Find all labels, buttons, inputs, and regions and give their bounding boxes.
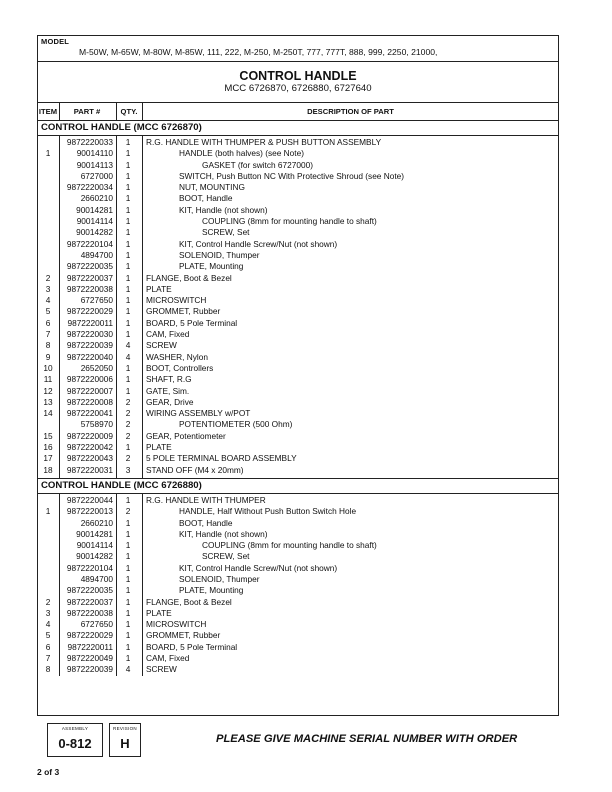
description: COUPLING (8mm for mounting handle to shaft)	[202, 540, 377, 551]
part-number: 9872220029	[66, 630, 113, 641]
description: PLATE, Mounting	[179, 585, 244, 596]
part-number: 90014282	[76, 227, 113, 238]
quantity: 1	[125, 170, 131, 181]
header-column-divider	[116, 103, 117, 120]
description: 5 POLE TERMINAL BOARD ASSEMBLY	[146, 453, 297, 464]
quantity: 1	[125, 540, 131, 551]
item-number: 4	[45, 295, 51, 306]
item-number: 9	[45, 351, 51, 362]
quantity: 1	[125, 551, 131, 562]
part-number: 9872220033	[66, 137, 113, 147]
part-number: 9872220049	[66, 653, 113, 664]
part-number: 4894700	[80, 249, 113, 260]
description: KIT, Control Handle Screw/Nut (not shown)	[179, 562, 338, 573]
part-number: 9872220039	[66, 340, 113, 351]
quantity: 1	[125, 607, 131, 618]
quantity: 1	[125, 238, 131, 249]
description: KIT, Handle (not shown)	[179, 528, 268, 539]
description: SWITCH, Push Button NC With Protective Shroud (see Note)	[179, 170, 405, 181]
quantity: 1	[125, 227, 131, 238]
item-number: 16	[43, 442, 53, 453]
description: HANDLE, Half Without Push Button Switch Hole	[179, 506, 357, 517]
page-number: 2 of 3	[37, 767, 60, 777]
description: FLANGE, Boot & Bezel	[146, 272, 232, 283]
part-number: 9872220037	[66, 596, 113, 607]
item-number: 7	[45, 329, 51, 340]
assembly-label: ASSEMBLY	[61, 726, 89, 731]
description: R.G. HANDLE WITH THUMPER & PUSH BUTTON ASSEMBLY	[146, 137, 382, 147]
serial-number-note: PLEASE GIVE MACHINE SERIAL NUMBER WITH ORDER	[216, 733, 518, 745]
part-number: 9872220039	[66, 664, 113, 675]
header-item: ITEM	[38, 107, 58, 116]
item-number: 13	[43, 396, 53, 407]
column-divider	[116, 494, 117, 676]
description: MICROSWITCH	[146, 295, 207, 306]
item-number: 6	[45, 317, 51, 328]
description: WASHER, Nylon	[146, 351, 208, 362]
assembly-box	[47, 723, 103, 757]
description: KIT, Control Handle Screw/Nut (not shown)	[179, 238, 338, 249]
description: SCREW, Set	[202, 227, 250, 238]
description: PLATE	[146, 283, 172, 294]
description: CAM, Fixed	[146, 329, 190, 340]
description: GEAR, Potentiometer	[146, 430, 226, 441]
item-number: 8	[45, 340, 51, 351]
column-divider	[59, 494, 60, 676]
item-number: 15	[43, 430, 53, 441]
part-number: 9872220035	[66, 261, 113, 272]
description: GASKET (for switch 6727000)	[202, 159, 313, 170]
part-number: 9872220006	[66, 374, 113, 385]
table-body	[38, 121, 558, 676]
part-number: 9872220035	[66, 585, 113, 596]
quantity: 4	[125, 664, 131, 675]
part-number: 9872220042	[66, 442, 113, 453]
table-header	[38, 103, 558, 121]
quantity: 1	[125, 619, 131, 630]
part-number: 9872220030	[66, 329, 113, 340]
part-number: 90014281	[76, 528, 113, 539]
quantity: 1	[125, 573, 131, 584]
part-number: 90014114	[76, 216, 113, 227]
title-block	[38, 62, 558, 103]
description: SCREW	[146, 664, 177, 675]
quantity: 1	[125, 306, 131, 317]
item-number: 2	[45, 272, 51, 283]
quantity: 1	[125, 193, 131, 204]
item-number: 10	[43, 362, 53, 373]
item-number: 6	[45, 641, 51, 652]
part-number: 90014281	[76, 204, 113, 215]
part-number: 9872220008	[66, 396, 113, 407]
quantity: 1	[125, 517, 131, 528]
part-number: 9872220009	[66, 430, 113, 441]
description: GROMMET, Rubber	[146, 630, 221, 641]
item-number: 2	[45, 596, 51, 607]
item-number: 5	[45, 306, 51, 317]
description: SOLENOID, Thumper	[179, 249, 260, 260]
description: GATE, Sim.	[146, 385, 190, 396]
description: BOOT, Handle	[179, 517, 233, 528]
header-column-divider	[142, 103, 143, 120]
quantity: 2	[125, 408, 131, 419]
part-number: 9872220011	[67, 317, 113, 328]
description: STAND OFF (M4 x 20mm)	[146, 464, 244, 475]
model-label: MODEL	[41, 37, 70, 46]
column-divider	[116, 136, 117, 478]
quantity: 1	[125, 494, 131, 505]
description: HANDLE (both halves) (see Note)	[179, 148, 304, 159]
part-number: 5758970	[80, 419, 113, 430]
item-number: 12	[43, 385, 53, 396]
quantity: 1	[125, 528, 131, 539]
assembly-number: 0-812	[58, 736, 92, 751]
description: KIT, Handle (not shown)	[179, 204, 268, 215]
description: PLATE, Mounting	[179, 261, 244, 272]
description: SCREW	[146, 340, 177, 351]
description: BOARD, 5 Pole Terminal	[146, 641, 238, 652]
parts-table	[38, 102, 558, 676]
header-qty: QTY.	[120, 107, 138, 116]
part-number: 9872220104	[66, 238, 113, 249]
part-number: 90014113	[76, 159, 113, 170]
quantity: 1	[125, 362, 131, 373]
description: SCREW, Set	[202, 551, 250, 562]
part-number: 6727650	[80, 295, 113, 306]
quantity: 1	[125, 182, 131, 193]
description: SHAFT, R.G	[146, 374, 192, 385]
quantity: 1	[125, 442, 131, 453]
description: NUT, MOUNTING	[179, 182, 245, 193]
revision-box	[109, 723, 141, 757]
part-number: 9872220044	[66, 494, 113, 505]
item-number: 11	[43, 374, 53, 385]
quantity: 1	[125, 596, 131, 607]
quantity: 1	[125, 653, 131, 664]
item-number: 4	[45, 619, 51, 630]
part-number: 90014114	[76, 540, 113, 551]
part-number: 9872220038	[66, 283, 113, 294]
header-column-divider	[59, 103, 60, 120]
part-number: 4894700	[80, 573, 113, 584]
description: WIRING ASSEMBLY w/POT	[146, 408, 251, 419]
part-number: 6727650	[80, 619, 113, 630]
quantity: 1	[125, 148, 131, 159]
revision-value: H	[120, 736, 130, 751]
part-number: 9872220031	[66, 464, 113, 475]
quantity: 1	[125, 249, 131, 260]
description: R.G. HANDLE WITH THUMPER	[146, 494, 266, 505]
quantity: 2	[125, 430, 131, 441]
item-number: 7	[45, 653, 51, 664]
quantity: 1	[125, 641, 131, 652]
description: PLATE	[146, 607, 172, 618]
part-number: 9872220029	[66, 306, 113, 317]
part-number: 9872220040	[66, 351, 113, 362]
quantity: 1	[125, 204, 131, 215]
page-subtitle: MCC 6726870, 6726880, 6727640	[224, 83, 372, 94]
quantity: 1	[125, 385, 131, 396]
section-rows	[38, 136, 558, 479]
quantity: 2	[125, 453, 131, 464]
quantity: 2	[125, 419, 131, 430]
quantity: 3	[125, 464, 131, 475]
quantity: 1	[125, 283, 131, 294]
quantity: 1	[125, 374, 131, 385]
part-number: 6727000	[80, 170, 113, 181]
quantity: 2	[125, 396, 131, 407]
description: SOLENOID, Thumper	[179, 573, 260, 584]
column-divider	[142, 494, 143, 676]
description: BOOT, Handle	[179, 193, 233, 204]
revision-label: REVISION	[113, 726, 137, 731]
header-description: DESCRIPTION OF PART	[307, 107, 394, 116]
section-rows	[38, 494, 558, 676]
description: BOARD, 5 Pole Terminal	[146, 317, 238, 328]
description: MICROSWITCH	[146, 619, 207, 630]
description: FLANGE, Boot & Bezel	[146, 596, 232, 607]
page-title: CONTROL HANDLE	[239, 69, 357, 83]
part-number: 9872220043	[66, 453, 113, 464]
part-number: 9872220038	[66, 607, 113, 618]
quantity: 1	[125, 137, 131, 147]
header-part: PART #	[73, 107, 101, 116]
description: GROMMET, Rubber	[146, 306, 221, 317]
section-title: CONTROL HANDLE (MCC 6726880)	[38, 479, 558, 494]
part-number: 90014282	[76, 551, 113, 562]
item-number: 3	[45, 607, 51, 618]
quantity: 1	[125, 630, 131, 641]
item-number: 1	[45, 506, 51, 517]
quantity: 1	[125, 272, 131, 283]
quantity: 1	[125, 329, 131, 340]
quantity: 1	[125, 295, 131, 306]
part-number: 2660210	[80, 193, 113, 204]
description: COUPLING (8mm for mounting handle to shaft)	[202, 216, 377, 227]
description: POTENTIOMETER (500 Ohm)	[179, 419, 293, 430]
part-number: 9872220011	[67, 641, 113, 652]
part-number: 9872220037	[66, 272, 113, 283]
quantity: 1	[125, 261, 131, 272]
item-number: 18	[43, 464, 53, 475]
description: GEAR, Drive	[146, 396, 194, 407]
part-number: 90014110	[76, 148, 113, 159]
description: PLATE	[146, 442, 172, 453]
quantity: 2	[125, 506, 131, 517]
parts-list-frame	[37, 35, 559, 716]
section-title: CONTROL HANDLE (MCC 6726870)	[38, 121, 558, 136]
description: CAM, Fixed	[146, 653, 190, 664]
quantity: 4	[125, 340, 131, 351]
item-number: 17	[43, 453, 53, 464]
quantity: 1	[125, 159, 131, 170]
item-number: 5	[45, 630, 51, 641]
description: BOOT, Controllers	[146, 362, 214, 373]
part-number: 9872220104	[66, 562, 113, 573]
model-list: M-50W, M-65W, M-80W, M-85W, 111, 222, M-250, M-250T, 777, 777T, 888, 999, 2250, 21000,	[79, 47, 438, 57]
quantity: 1	[125, 216, 131, 227]
quantity: 1	[125, 317, 131, 328]
quantity: 1	[125, 562, 131, 573]
quantity: 4	[125, 351, 131, 362]
part-number: 2652050	[80, 362, 113, 373]
item-number: 3	[45, 283, 51, 294]
part-number: 9872220013	[66, 506, 113, 517]
part-number: 2660210	[80, 517, 113, 528]
quantity: 1	[125, 585, 131, 596]
model-block	[38, 36, 558, 62]
part-number: 9872220034	[66, 182, 113, 193]
column-divider	[142, 136, 143, 478]
item-number: 8	[45, 664, 51, 675]
part-number: 9872220007	[66, 385, 113, 396]
part-number: 9872220041	[66, 408, 113, 419]
item-number: 1	[45, 148, 51, 159]
item-number: 14	[43, 408, 53, 419]
column-divider	[59, 136, 60, 478]
